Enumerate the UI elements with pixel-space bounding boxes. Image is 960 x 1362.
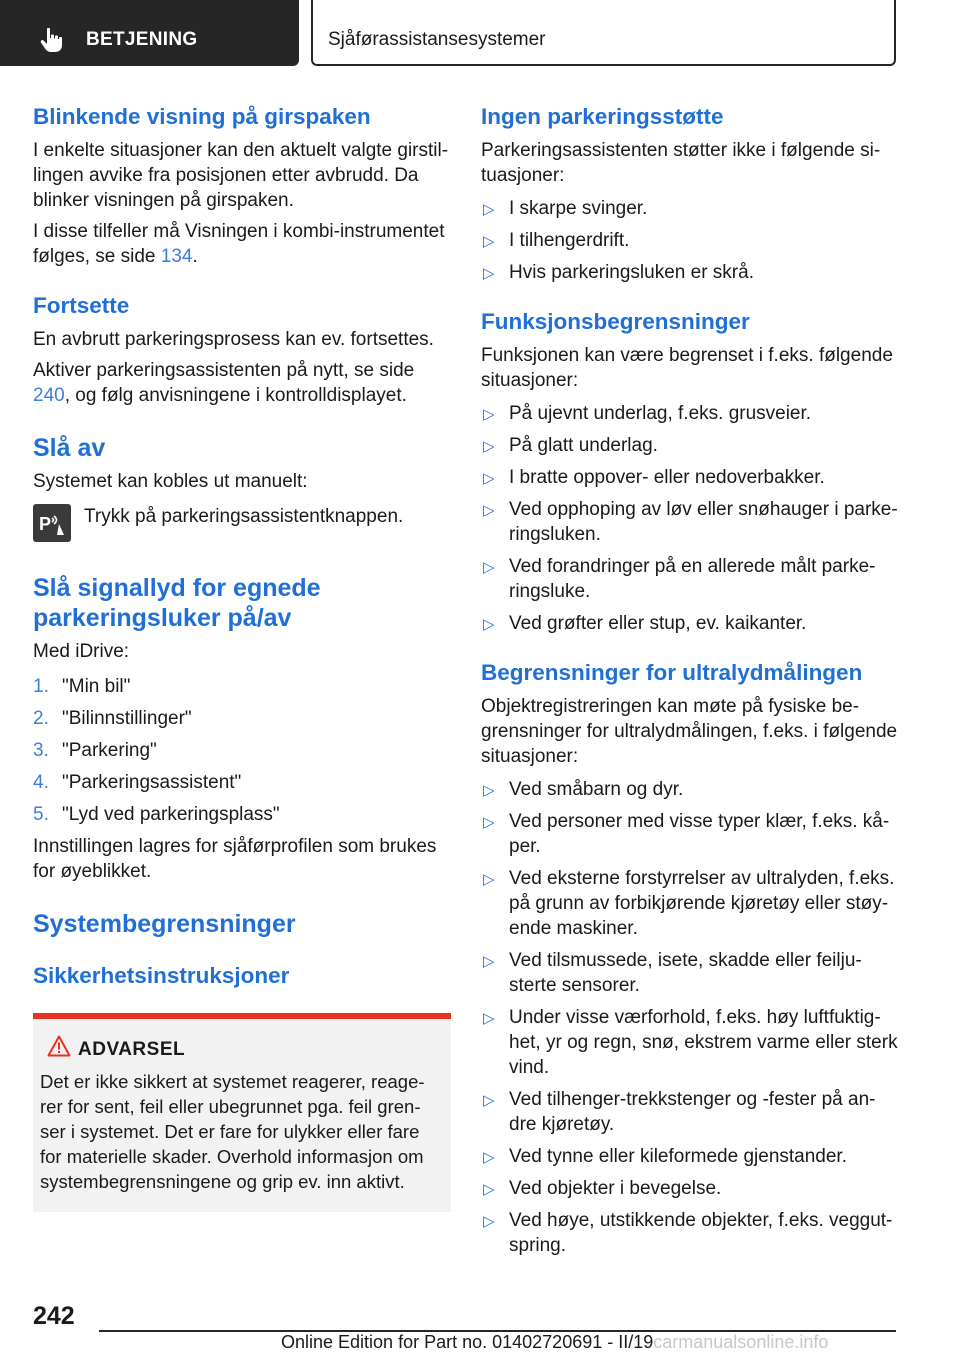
signal-after: Innstillingen lagres for sjåførprofilen som brukes for øyeblikket. [33,836,437,882]
warning-text: Det er ikke sikkert at systemet reagerer, reage-rer for sent, feil eller ubegrunnet pga. feil gren-ser i systemet. Det er fare for ulykker eller fare for materielle skader. Overhold informasjon om systembegrensningene og grip ev. inn aktivt. [40,1071,425,1192]
bullet-triangle-icon: ▷ [483,1213,495,1230]
list-item-text: Ved forandringer på en allerede målt parke-ringsluke. [509,556,876,602]
bullet-triangle-icon: ▷ [483,265,495,282]
heading-safety: Sikkerhetsinstruksjoner [33,963,290,988]
header-section-tab [0,0,299,66]
list-item-text: På ujevnt underlag, f.eks. grusveier. [509,403,812,424]
signal-intro: Med iDrive: [33,641,130,662]
page-link-240[interactable]: 240 [33,385,65,406]
warning-title-text: ADVARSEL [78,1039,186,1060]
bullet-triangle-icon: ▷ [483,1092,495,1109]
heading-no-support: Ingen parkeringsstøtte [481,104,724,129]
list-item-text: Ved objekter i bevegelse. [509,1178,722,1199]
list-item [481,948,901,998]
right-column [481,102,901,1265]
step-number: 2. [33,708,49,729]
blink-p2-text: I disse tilfeller må Visningen i kombi-instrumentet følges, se side [33,221,445,267]
list-item [481,1176,901,1201]
bullet-triangle-icon: ▷ [483,406,495,423]
blink-paragraph-1: I enkelte situasjoner kan den aktuelt valgte girstil-lingen avvike fra posisjonen etter avbrudd. Da blinker visningen på girspaken. [33,140,449,211]
bullet-triangle-icon: ▷ [483,233,495,250]
list-item-text: Ved eksterne forstyrrelser av ultralyden, f.eks. på grunn av forbikjørende kjøretøy eller støy-ende maskiner. [509,868,895,939]
warning-triangle-icon [47,1035,71,1057]
no-support-intro: Parkeringsassistenten støtter ikke i følgende si-tuasjoner: [481,140,881,186]
continue-p2-text: Aktiver parkeringsassistenten på nytt, se side [33,360,415,381]
switch-off-paragraph: Systemet kan kobles ut manuelt: [33,471,308,492]
parking-button-row [33,504,451,548]
list-item [481,611,901,636]
list-item-text: I bratte oppover- eller nedoverbakker. [509,467,825,488]
step-item [33,738,451,763]
list-item-text: Ved høye, utstikkende objekter, f.eks. veggut-spring. [509,1210,893,1256]
list-item-text: På glatt underlag. [509,435,658,456]
heading-signal: Slå signallyd for egnede parkeringsluker på/av [33,574,321,632]
heading-system-limits: Systembegrensninger [33,910,296,938]
step-text: "Min bil" [62,676,131,697]
list-item [481,433,901,458]
continue-paragraph-2 [33,358,451,408]
continue-paragraph-1: En avbrutt parkeringsprosess kan ev. fortsettes. [33,329,434,350]
heading-function-limits: Funksjonsbegrensninger [481,309,750,334]
heading-switch-off: Slå av [33,434,106,462]
list-item-text: I skarpe svinger. [509,198,648,219]
parking-assistant-button-icon [33,504,71,542]
bullet-triangle-icon: ▷ [483,953,495,970]
list-item-text: Under visse værforhold, f.eks. høy luftfuktig-het, yr og regn, snø, ekstrem varme eller sterk vind. [509,1007,898,1078]
list-item [481,1005,901,1080]
step-item [33,674,451,699]
bullet-triangle-icon: ▷ [483,201,495,218]
continue-p2-end: , og følg anvisningene i kontrolldisplayet. [64,385,407,406]
list-item-text: Ved grøfter eller stup, ev. kaikanter. [509,613,807,634]
list-item [481,497,901,547]
bullet-triangle-icon: ▷ [483,616,495,633]
warning-box [33,1013,451,1212]
warning-title [40,1037,443,1063]
list-item-text: Ved tynne eller kileformede gjenstander. [509,1146,847,1167]
list-item [481,866,901,941]
function-limits-intro: Funksjonen kan være begrenset i f.eks. følgende situasjoner: [481,345,893,391]
step-number: 1. [33,676,49,697]
page-link-134[interactable]: 134 [160,246,193,267]
step-text: "Parkering" [62,740,157,761]
ultrasound-intro: Objektregistreringen kan møte på fysiske be-grensninger for ultralydmålingen, f.eks. i følgende situasjoner: [481,696,898,767]
bullet-triangle-icon: ▷ [483,438,495,455]
bullet-triangle-icon: ▷ [483,1010,495,1027]
step-number: 5. [33,804,49,825]
header-chapter-label: Sjåførassistansesystemer [328,29,546,50]
blink-paragraph-2 [33,219,451,269]
step-item [33,706,451,731]
list-item [481,1208,901,1258]
list-item [481,228,901,253]
step-number: 3. [33,740,49,761]
heading-continue: Fortsette [33,293,130,318]
bullet-triangle-icon: ▷ [483,1181,495,1198]
parking-button-instruction: Trykk på parkeringsassistentknappen. [84,506,404,527]
list-item-text: Ved opphoping av løv eller snøhauger i parke-ringsluken. [509,499,898,545]
ultrasound-limits-list [481,777,901,1258]
step-text: "Lyd ved parkeringsplass" [62,804,280,825]
list-item-text: Ved personer med visse typer klær, f.eks. kå-per. [509,811,890,857]
edition-text: Online Edition for Part no. 01402720691 - II/19 [281,1332,654,1352]
hand-pointer-icon [38,26,66,54]
no-support-list [481,196,901,285]
list-item [481,401,901,426]
idrive-steps [33,674,451,827]
left-column [33,102,451,1212]
header-chapter-tab [311,0,896,66]
heading-blink: Blinkende visning på girspaken [33,104,371,129]
list-item [481,1144,901,1169]
blink-p2-end: . [192,246,198,267]
list-item [481,1087,901,1137]
bullet-triangle-icon: ▷ [483,470,495,487]
step-item [33,802,451,827]
footer-edition [281,1332,828,1353]
list-item [481,809,901,859]
list-item [481,465,901,490]
list-item-text: Hvis parkeringsluken er skrå. [509,262,754,283]
list-item [481,196,901,221]
watermark-text: carmanualsonline.info [653,1332,829,1352]
list-item [481,777,901,802]
function-limits-list [481,401,901,636]
step-number: 4. [33,772,49,793]
step-text: "Parkeringsassistent" [62,772,242,793]
page-number: 242 [33,1302,75,1330]
list-item [481,260,901,285]
step-text: "Bilinnstillinger" [62,708,192,729]
list-item-text: I tilhengerdrift. [509,230,630,251]
list-item-text: Ved tilsmussede, isete, skadde eller feilju-sterte sensorer. [509,950,862,996]
heading-ultrasound-limits: Begrensninger for ultralydmålingen [481,660,863,685]
list-item-text: Ved småbarn og dyr. [509,779,684,800]
list-item-text: Ved tilhenger-trekkstenger og -fester på an-dre kjøretøy. [509,1089,876,1135]
bullet-triangle-icon: ▷ [483,1149,495,1166]
svg-text:P: P [39,514,52,534]
bullet-triangle-icon: ▷ [483,814,495,831]
step-item [33,770,451,795]
bullet-triangle-icon: ▷ [483,782,495,799]
bullet-triangle-icon: ▷ [483,871,495,888]
header-section-label: BETJENING [86,29,198,50]
bullet-triangle-icon: ▷ [483,502,495,519]
bullet-triangle-icon: ▷ [483,559,495,576]
list-item [481,554,901,604]
